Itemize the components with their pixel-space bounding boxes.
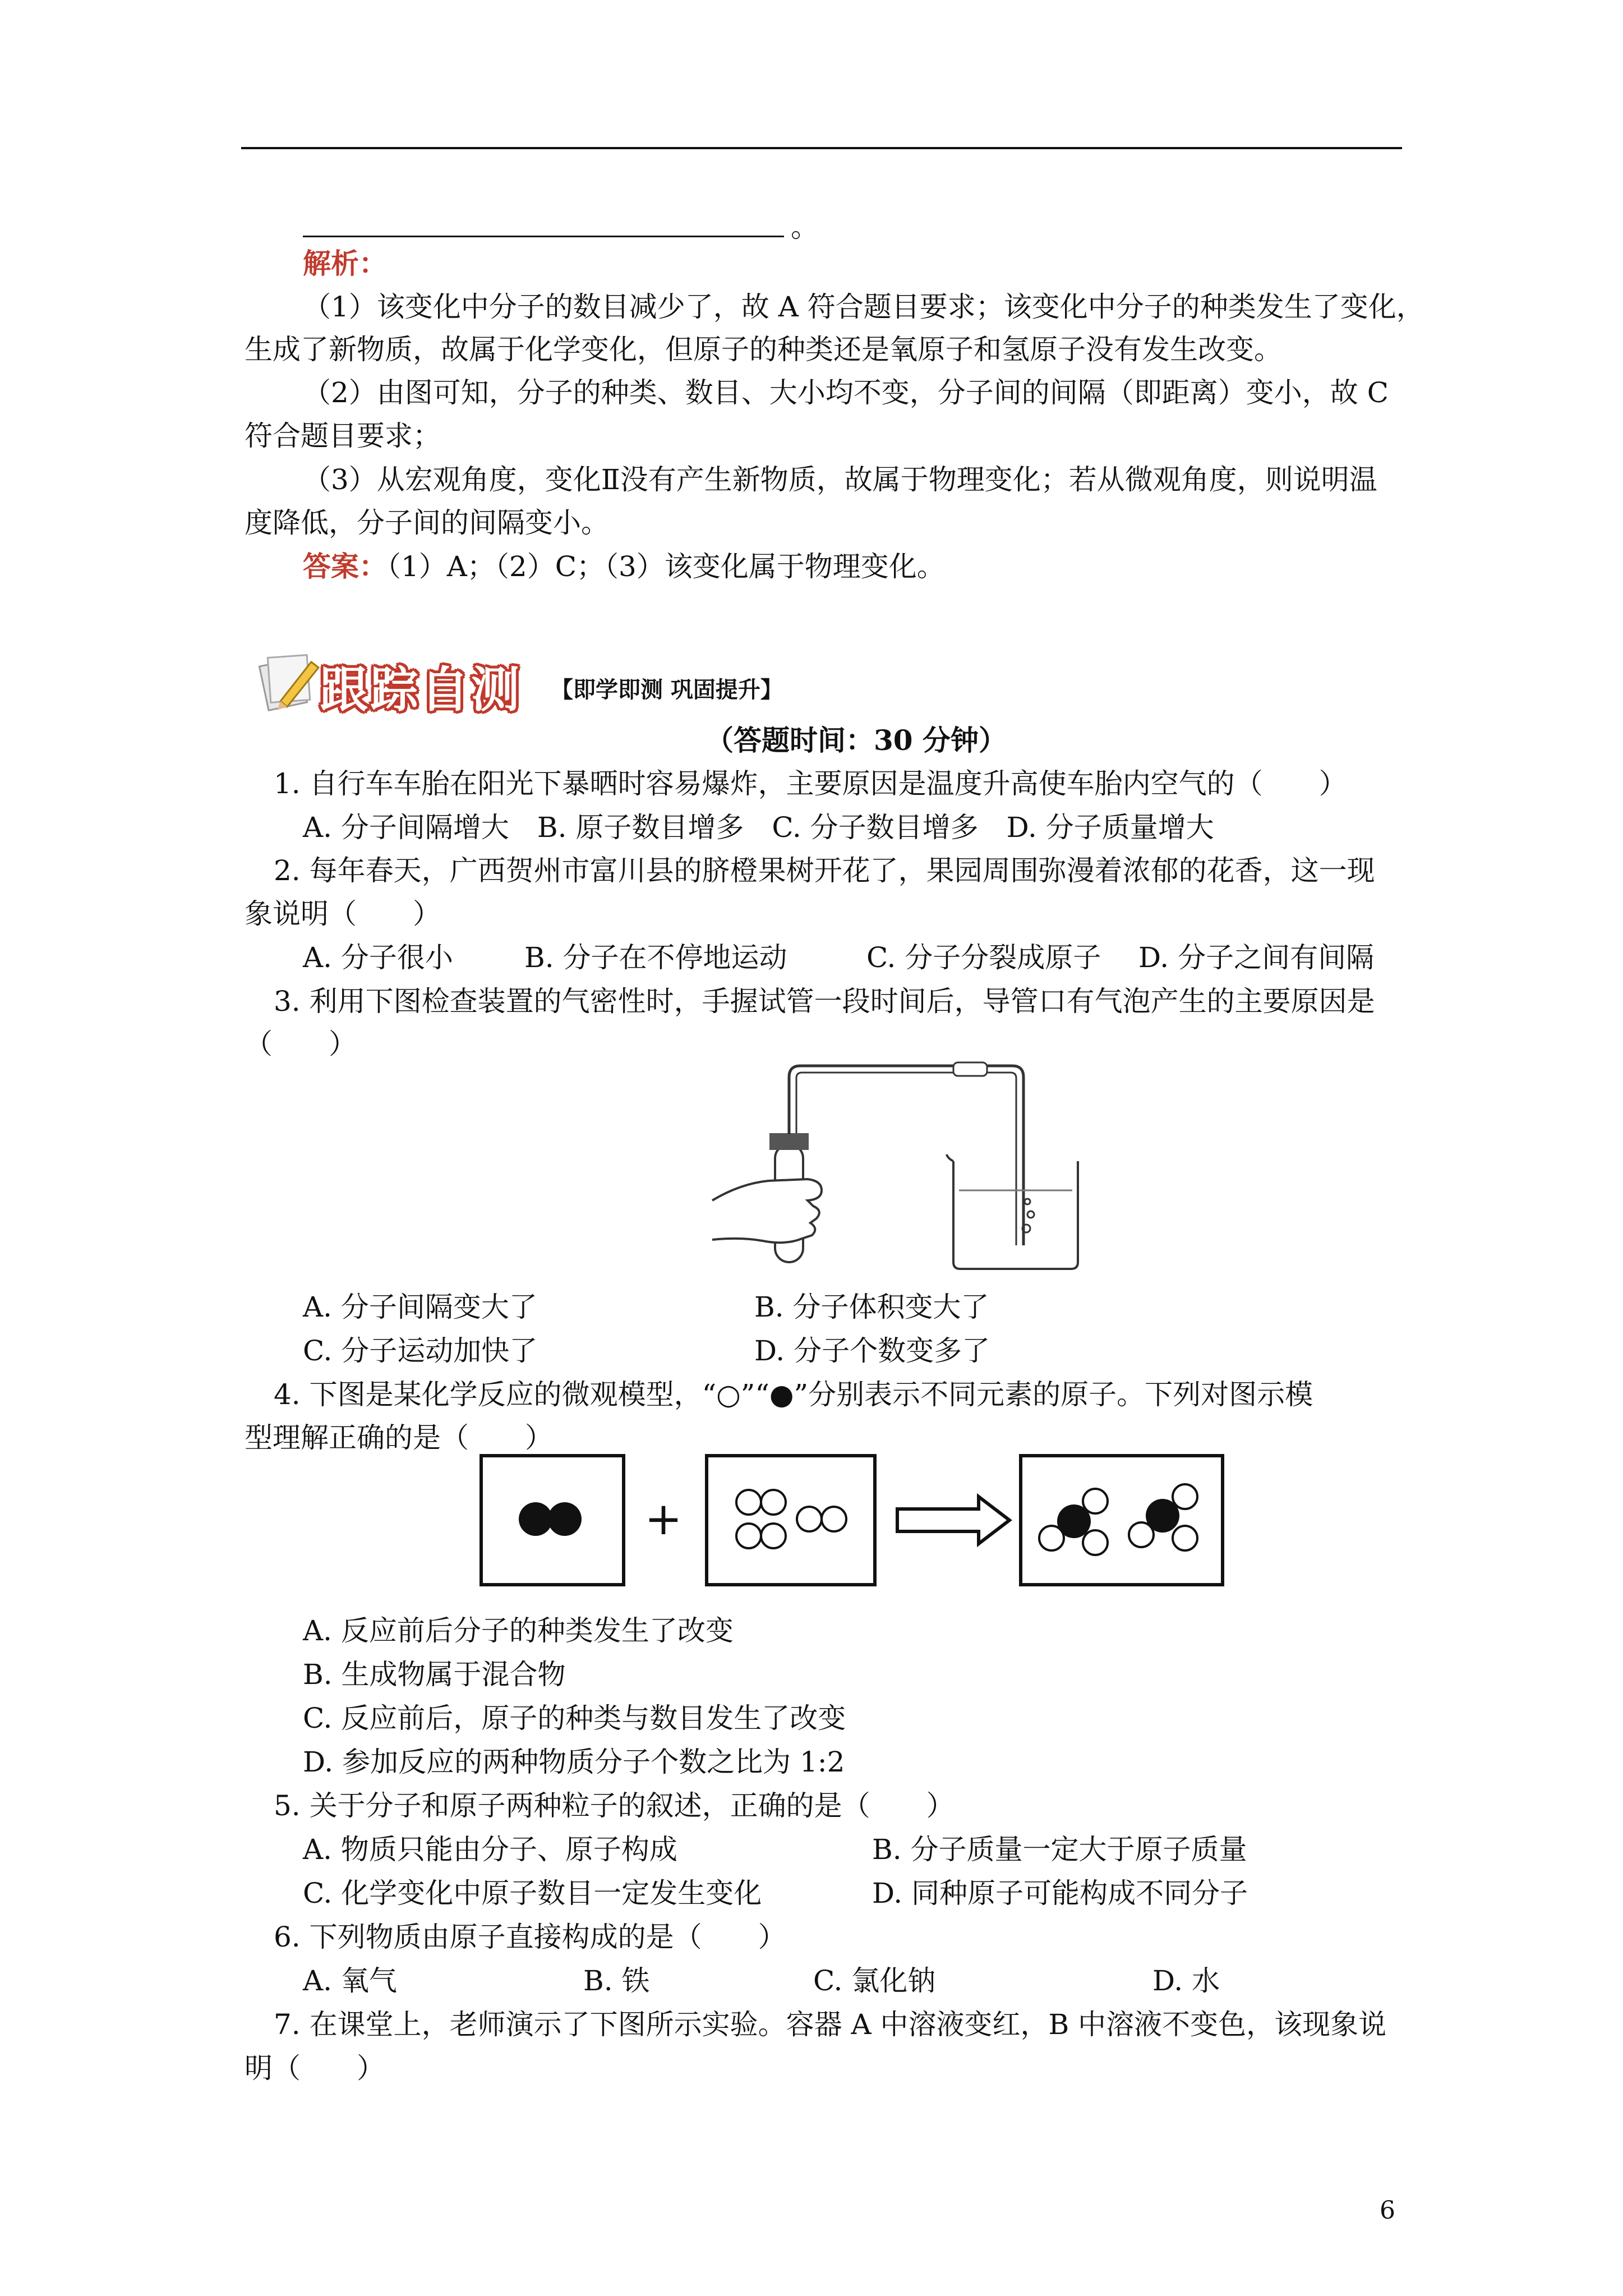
reactant-box-2: [707, 1456, 875, 1585]
hand-icon: [712, 1179, 822, 1243]
q5-option-a: A. 物质只能由分子、原子构成: [303, 1833, 677, 1866]
q4-stem-b: 型理解正确的是（ ）: [245, 1421, 553, 1454]
black-atom: [519, 1502, 552, 1536]
white-atom: [797, 1507, 822, 1531]
answer-blank-period: 。: [791, 211, 819, 243]
q3-option-a: A. 分子间隔变大了: [303, 1291, 537, 1323]
q5-option-b: B. 分子质量一定大于原子质量: [872, 1833, 1247, 1866]
q3-stem-a: 3. 利用下图检查装置的气密性时，手握试管一段时间后，导管口有气泡产生的主要原因是: [274, 985, 1375, 1018]
q6-option-d: D. 水: [1152, 1964, 1220, 1997]
q2-stem-b: 象说明（ ）: [245, 898, 441, 930]
q7-stem-b: 明（ ）: [245, 2052, 385, 2085]
q3-stem-b: （ ）: [245, 1028, 357, 1060]
answer-label: 答案：: [303, 550, 387, 583]
white-atom: [761, 1524, 786, 1548]
page-number: 6: [1380, 2196, 1395, 2225]
white-atom: [1129, 1522, 1154, 1547]
analysis-label: 解析：: [303, 247, 387, 280]
q4-option-b: B. 生成物属于混合物: [303, 1658, 566, 1691]
analysis-p2b: 符合题目要求；: [245, 420, 441, 452]
reaction-arrow: [897, 1497, 1009, 1544]
rubber-stopper: [769, 1133, 809, 1150]
q4-stem-a: 4. 下图是某化学反应的微观模型，“○”“●”分别表示不同元素的原子。下列对图示模: [274, 1378, 1313, 1411]
q1-options: A. 分子间隔增大 B. 原子数目增多 C. 分子数目增多 D. 分子质量增大: [303, 811, 1214, 844]
q4-option-d: D. 参加反应的两种物质分子个数之比为 1:2: [303, 1746, 845, 1778]
q3-option-d: D. 分子个数变多了: [754, 1335, 990, 1367]
q5-stem: 5. 关于分子和原子两种粒子的叙述，正确的是（ ）: [274, 1789, 955, 1822]
analysis-p1a: （1）该变化中分子的数目减少了，故 A 符合题目要求；该变化中分子的种类发生了变化，: [303, 291, 1424, 323]
product-box: [1021, 1456, 1223, 1585]
section-title: 跟踪自测: [320, 661, 522, 718]
plus-sign: +: [644, 1493, 683, 1545]
white-atom: [1173, 1526, 1197, 1550]
bubble: [1025, 1199, 1030, 1204]
q6-option-c: C. 氯化钠: [813, 1964, 936, 1997]
white-atom: [822, 1507, 846, 1531]
white-atom: [1039, 1526, 1064, 1550]
white-atom: [1083, 1489, 1108, 1513]
q1-stem: 1. 自行车车胎在阳光下暴晒时容易爆炸，主要原因是温度升高使车胎内空气的（ ）: [274, 767, 1347, 800]
answer-blank-line: [303, 236, 784, 237]
q4-option-c: C. 反应前后，原子的种类与数目发生了改变: [303, 1702, 846, 1734]
delivery-tube: [789, 1066, 1023, 1245]
analysis-p3a: （3）从宏观角度，变化Ⅱ没有产生新物质，故属于物理变化；若从微观角度，则说明温: [303, 463, 1377, 496]
q6-option-a: A. 氧气: [303, 1964, 397, 1997]
white-atom: [1083, 1530, 1108, 1555]
section-subtitle: 【即学即测 巩固提升】: [551, 677, 783, 703]
q2-option-a: A. 分子很小: [303, 941, 453, 974]
q2-option-c: C. 分子分裂成原子: [866, 941, 1101, 974]
analysis-p3b: 度降低，分子间的间隔变小。: [245, 507, 609, 539]
answer-line: [303, 547, 945, 586]
answer-text: （1）A；（2）C；（3）该变化属于物理变化。: [387, 550, 945, 583]
q5-option-c: C. 化学变化中原子数目一定发生变化: [303, 1877, 762, 1910]
time-note: （答题时间：30 分钟）: [706, 724, 1007, 757]
white-atom: [736, 1524, 761, 1548]
q7-stem-a: 7. 在课堂上，老师演示了下图所示实验。容器 A 中溶液变红，B 中溶液不变色，该现象说: [274, 2008, 1387, 2041]
q6-stem: 6. 下列物质由原子直接构成的是（ ）: [274, 1921, 786, 1953]
bubble: [1027, 1211, 1034, 1218]
header-rule: [241, 147, 1402, 149]
white-atom: [1173, 1484, 1197, 1509]
pencil-paper-icon: [258, 645, 325, 712]
q3-option-b: B. 分子体积变大了: [754, 1291, 989, 1323]
white-atom: [761, 1490, 786, 1515]
q2-stem-a: 2. 每年春天，广西贺州市富川县的脐橙果树开花了，果园周围弥漫着浓郁的花香，这一现: [274, 854, 1375, 887]
section-header: [258, 645, 550, 718]
tube-connector: [953, 1062, 987, 1076]
q3-option-c: C. 分子运动加快了: [303, 1335, 538, 1367]
airtightness-apparatus-figure: [707, 1060, 1267, 1273]
q2-option-d: D. 分子之间有间隔: [1138, 941, 1375, 974]
q2-option-b: B. 分子在不停地运动: [524, 941, 787, 974]
q5-option-d: D. 同种原子可能构成不同分子: [872, 1877, 1248, 1910]
q6-option-b: B. 铁: [583, 1964, 650, 1997]
q4-option-a: A. 反应前后分子的种类发生了改变: [303, 1614, 734, 1647]
white-atom: [736, 1490, 761, 1515]
reaction-model-figure: [479, 1453, 1225, 1599]
black-atom: [548, 1502, 582, 1536]
analysis-p1b: 生成了新物质，故属于化学变化，但原子的种类还是氧原子和氢原子没有发生改变。: [245, 333, 1282, 366]
analysis-p2a: （2）由图可知，分子的种类、数目、大小均不变，分子间的间隔（即距离）变小，故 C: [303, 376, 1389, 409]
